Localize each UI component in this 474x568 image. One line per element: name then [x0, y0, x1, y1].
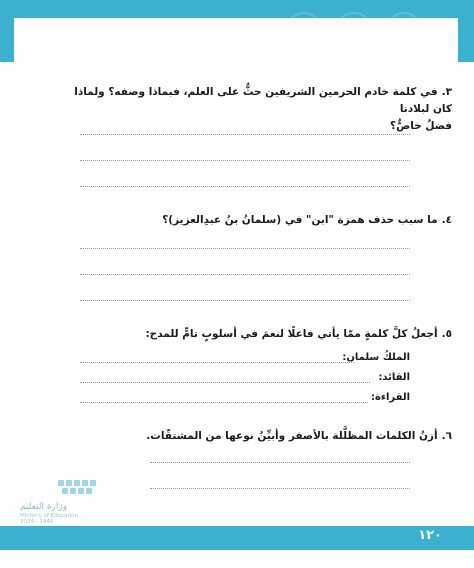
fill-item-label: القائد: — [378, 372, 410, 383]
answer-line[interactable] — [80, 274, 410, 275]
fill-item-line[interactable] — [80, 382, 370, 383]
question-text: ما سبب حذف همزة "ابن" في (سلمانُ بنُ عبدِالعزيز)؟ — [162, 214, 438, 226]
question-number: ٣. — [441, 86, 452, 98]
question-number: ٦. — [441, 430, 452, 442]
ministry-name-en: Ministry of Education — [20, 513, 79, 519]
answer-line[interactable] — [150, 462, 410, 463]
footer-band — [0, 526, 474, 550]
answer-line[interactable] — [150, 488, 410, 489]
edition-year: 2024 - 1446 — [20, 519, 54, 525]
page-number: ١٢٠ — [418, 528, 442, 543]
answer-line[interactable] — [80, 186, 410, 187]
question-text: أزنُ الكلمات المظلَّلة بالأصفر وأبيِّنُ نوعها من المشتقّات. — [146, 430, 438, 442]
answer-line[interactable] — [80, 248, 410, 249]
question-text: في كلمة خادم الحرمين الشريفين حثٌّ على العلم، فبماذا وصفه؟ ولماذا كان لبلادنا — [74, 86, 452, 115]
answer-line[interactable] — [80, 134, 410, 135]
question-4 — [52, 212, 452, 229]
fill-item-line[interactable] — [80, 402, 368, 403]
question-5 — [52, 326, 452, 343]
fill-item-label: القراءة: — [370, 392, 410, 403]
question-text-cont: فضلٌ خاصٌّ؟ — [390, 120, 452, 132]
question-3 — [52, 84, 452, 135]
fill-item-label: الملكُ سلمان: — [342, 352, 410, 363]
question-number: ٤. — [441, 214, 452, 226]
question-number: ٥. — [441, 328, 452, 340]
question-text: أجعلُ كلَّ كلمةٍ ممّا يأتي فاعلًا لنعمَ في أسلوبٍ تامٍّ للمدح: — [145, 328, 438, 340]
fill-item-line[interactable] — [80, 362, 354, 363]
question-6 — [52, 428, 452, 445]
ministry-name-ar: وزارة التعليم — [20, 502, 68, 512]
answer-line[interactable] — [80, 160, 410, 161]
answer-line[interactable] — [80, 300, 410, 301]
